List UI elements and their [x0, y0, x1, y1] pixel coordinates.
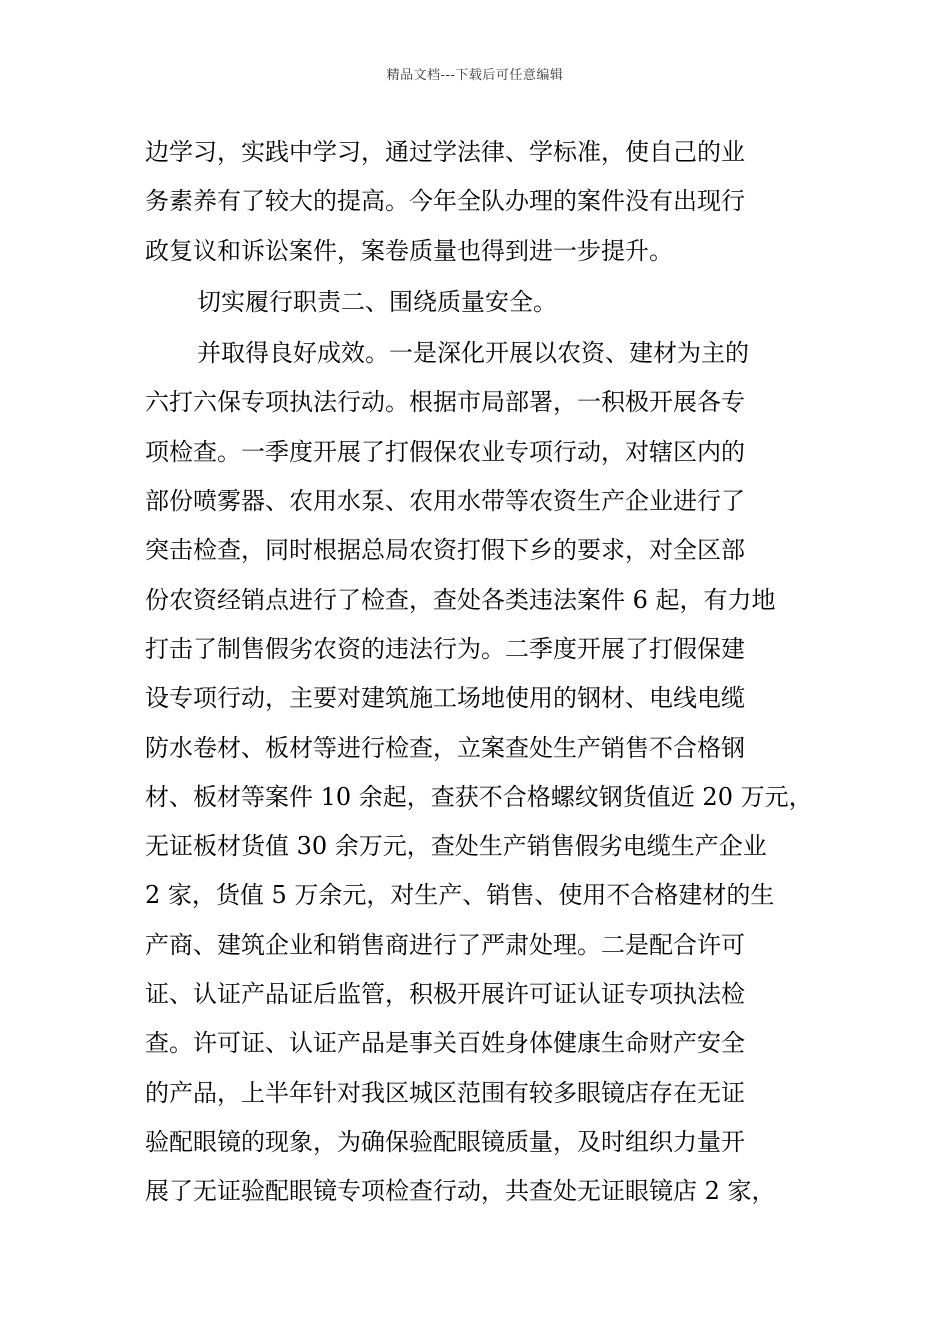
text-line: 无证板材货值 30 余万元，查处生产销售假劣电缆生产企业	[145, 832, 767, 861]
text-line: 政复议和诉讼案件，案卷质量也得到进一步提升。	[145, 236, 673, 265]
text-line: 查。许可证、认证产品是事关百姓身体健康生命财产安全	[145, 1029, 745, 1058]
page-header: 精品文档---下载后可任意编辑	[386, 68, 564, 83]
text-line: 防水卷材、板材等进行检查，立案查处生产销售不合格钢	[145, 733, 745, 762]
text-line: 打击了制售假劣农资的违法行为。二季度开展了打假保建	[145, 634, 745, 663]
text-line: 六打六保专项执法行动。根据市局部署，一积极开展各专	[145, 388, 745, 417]
text-line: 2 家，货值 5 万余元，对生产、销售、使用不合格建材的生	[145, 881, 775, 910]
text-line: 项检查。一季度开展了打假保农业专项行动，对辖区内的	[145, 437, 745, 466]
text-line: 产商、建筑企业和销售商进行了严肃处理。二是配合许可	[145, 930, 745, 959]
text-line: 边学习，实践中学习，通过学法律、学标准，使自己的业	[145, 138, 745, 166]
text-line: 务素养有了较大的提高。今年全队办理的案件没有出现行	[145, 187, 745, 216]
document-body	[145, 128, 815, 1217]
text-line: 部份喷雾器、农用水泵、农用水带等农资生产企业进行了	[145, 487, 745, 516]
text-line: 并取得良好成效。一是深化开展以农资、建材为主的	[197, 339, 749, 368]
text-line: 份农资经销点进行了检查，查处各类违法案件 6 起，有力地	[145, 585, 776, 614]
text-line: 的产品，上半年针对我区城区范围有较多眼镜店存在无证	[145, 1078, 745, 1107]
text-line: 展了无证验配眼镜专项检查行动，共查处无证眼镜店 2 家，	[145, 1177, 776, 1206]
text-line: 验配眼镜的现象，为确保验配眼镜质量，及时组织力量开	[145, 1127, 745, 1156]
text-line: 证、认证产品证后监管，积极开展许可证认证专项执法检	[145, 980, 745, 1009]
text-line: 设专项行动，主要对建筑施工场地使用的钢材、电线电缆	[145, 684, 745, 713]
text-line: 材、板材等案件 10 余起，查获不合格螺纹钢货值近 20 万元，	[145, 782, 813, 811]
text-line: 突击检查，同时根据总局农资打假下乡的要求，对全区部	[145, 536, 745, 565]
text-line: 切实履行职责二、围绕质量安全。	[197, 287, 557, 316]
